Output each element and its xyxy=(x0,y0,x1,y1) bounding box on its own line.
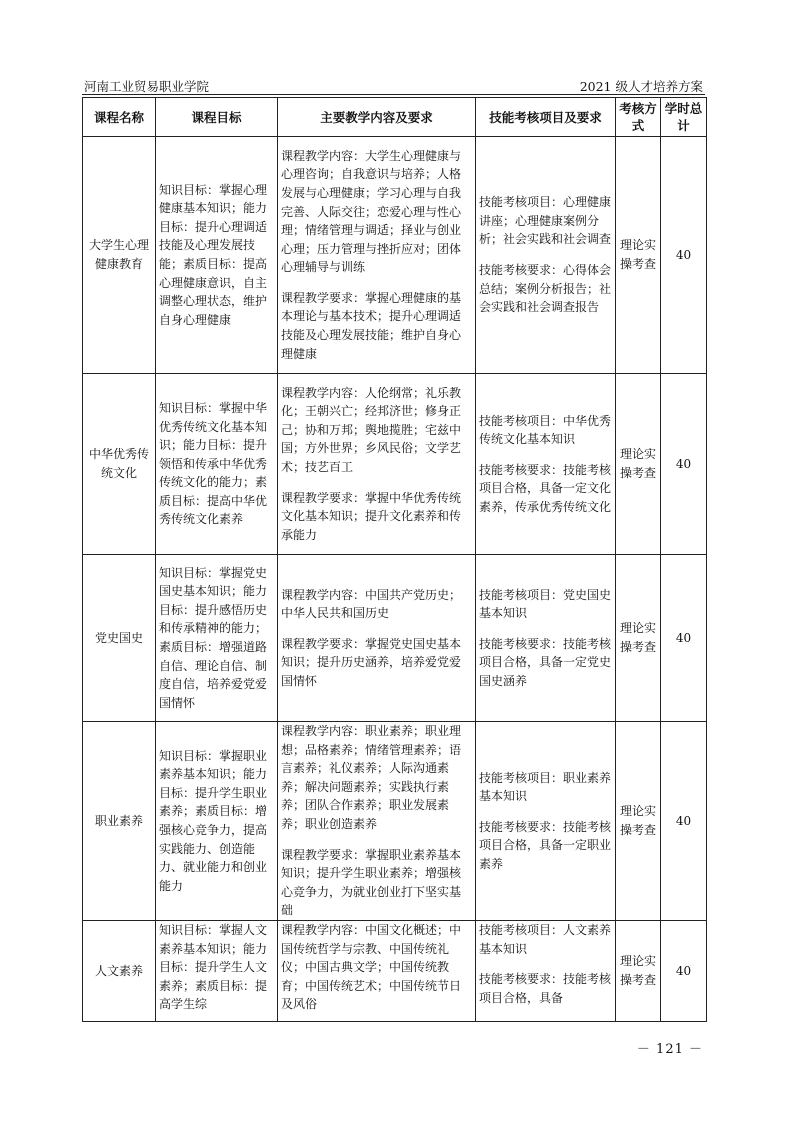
page-number: － 121 － xyxy=(636,1042,703,1057)
skill-assessment-cell xyxy=(476,555,616,722)
course-goal: 知识目标：掌握党史国史基本知识；能力目标：提升感悟历史和传承精神的能力；素质目标：增强道路自信、理论自信、制度自信，培养爱党爱国情怀 xyxy=(156,555,278,722)
course-content-cell xyxy=(278,921,476,1022)
course-content-cell xyxy=(278,722,476,921)
assessment-method: 理论实操考查 xyxy=(616,137,661,374)
total-hours: 40 xyxy=(661,921,707,1022)
course-name: 职业素养 xyxy=(83,722,156,921)
skill-item: 技能考核项目：心理健康讲座；心理健康案例分析；社会实践和社会调查 xyxy=(479,195,612,247)
table-row xyxy=(83,921,707,1022)
course-goal: 知识目标：掌握人文素养基本知识；能力目标：提升学生人文素养；素质目标：提高学生综 xyxy=(156,921,278,1022)
assessment-method: 理论实操考查 xyxy=(616,555,661,722)
course-goal: 知识目标：掌握中华优秀传统文化基本知识；能力目标：提升领悟和传承中华优秀传统文化的能力；素质目标：提高中华优秀传统文化素养 xyxy=(156,374,278,555)
course-content-cell xyxy=(278,374,476,555)
skill-assessment-cell xyxy=(476,374,616,555)
table-row xyxy=(83,555,707,722)
column-header: 技能考核项目及要求 xyxy=(476,98,616,137)
course-name: 大学生心理健康教育 xyxy=(83,137,156,374)
table-row xyxy=(83,374,707,555)
teaching-content: 课程教学内容：职业素养；职业理想；品格素养；情绪管理素养；语言素养；礼仪素养；人际沟通素养；解决问题素养；实践执行素养；团队合作素养；职业发展素养；职业创造素养 xyxy=(281,724,462,831)
table-header-row xyxy=(83,98,707,137)
course-content-cell xyxy=(278,555,476,722)
skill-item: 技能考核项目：人文素养基本知识 xyxy=(479,923,612,956)
skill-item: 技能考核项目：中华优秀传统文化基本知识 xyxy=(479,413,612,447)
course-goal: 知识目标：掌握职业素养基本知识；能力目标：提升学生职业素养；素质目标：增强核心竞争力，提高实践能力、创造能力、就业能力和创业能力 xyxy=(156,722,278,921)
table-row xyxy=(83,722,707,921)
skill-requirement: 技能考核要求：技能考核项目合格，具备一定文化素养，传承优秀传统文化 xyxy=(479,462,612,514)
assessment-method: 理论实操考查 xyxy=(616,722,661,921)
skill-item: 技能考核项目：党史国史基本知识 xyxy=(479,587,612,621)
course-goal: 知识目标：掌握心理健康基本知识；能力目标：提升心理调适技能及心理发展技能；素质目标：提高心理健康意识，自主调整心理状态，维护自身心理健康 xyxy=(156,137,278,374)
skill-requirement: 技能考核要求：心得体会总结；案例分析报告；社会实践和社会调查报告 xyxy=(479,263,612,315)
skill-assessment-cell xyxy=(476,137,616,374)
skill-requirement: 技能考核要求：技能考核项目合格，具备一定党史国史涵养 xyxy=(479,636,612,688)
column-header: 课程名称 xyxy=(83,98,156,137)
skill-assessment-cell xyxy=(476,921,616,1022)
total-hours: 40 xyxy=(661,374,707,555)
assessment-method: 理论实操考查 xyxy=(616,921,661,1022)
teaching-requirement: 课程教学要求：掌握心理健康的基本理论与基本技术；提升心理调适技能及心理发展技能；维护自身心理健康 xyxy=(281,290,462,361)
teaching-content: 课程教学内容：大学生心理健康与心理咨询；自我意识与培养；人格发展与心理健康；学习心理与自我完善、人际交往；恋爱心理与性心理；情绪管理与调适；择业与创业心理；压力管理与挫折应对；团体心理辅导与训练 xyxy=(281,148,462,275)
teaching-content: 课程教学内容：人伦纲常；礼乐教化；王朝兴亡；经邦济世；修身正己；协和万邦；舆地揽胜；宅兹中国；方外世界；乡风民俗；文学艺术；技艺百工 xyxy=(281,385,462,474)
teaching-requirement: 课程教学要求：掌握党史国史基本知识；提升历史涵养，培养爱党爱国情怀 xyxy=(281,636,462,688)
teaching-requirement: 课程教学要求：掌握职业素养基本知识；提升学生职业素养；增强核心竞争力，为就业创业打下坚实基础 xyxy=(281,847,462,918)
teaching-content: 课程教学内容：中国文化概述；中国传统哲学与宗教、中国传统礼仪；中国古典文学；中国传统教育；中国传统艺术；中国传统节日及风俗 xyxy=(281,923,462,1012)
table-row xyxy=(83,137,707,374)
page-header xyxy=(82,74,705,95)
column-header: 课程目标 xyxy=(156,98,278,137)
school-name: 河南工业贸易职业学院 xyxy=(84,79,210,94)
total-hours: 40 xyxy=(661,555,707,722)
assessment-method: 理论实操考查 xyxy=(616,374,661,555)
course-name: 中华优秀传统文化 xyxy=(83,374,156,555)
skill-item: 技能考核项目：职业素养基本知识 xyxy=(479,770,612,804)
document-title: 2021 级人才培养方案 xyxy=(579,79,703,94)
skill-assessment-cell xyxy=(476,722,616,921)
skill-requirement: 技能考核要求：技能考核项目合格，具备一定职业素养 xyxy=(479,819,612,871)
teaching-requirement: 课程教学要求：掌握中华优秀传统文化基本知识；提升文化素养和传承能力 xyxy=(281,490,462,542)
course-table xyxy=(82,97,707,1022)
column-header: 考核方式 xyxy=(616,98,661,137)
teaching-content: 课程教学内容：中国共产党历史；中华人民共和国历史 xyxy=(281,587,462,621)
course-name: 党史国史 xyxy=(83,555,156,722)
total-hours: 40 xyxy=(661,137,707,374)
total-hours: 40 xyxy=(661,722,707,921)
column-header: 主要教学内容及要求 xyxy=(278,98,476,137)
column-header: 学时总计 xyxy=(661,98,707,137)
course-name: 人文素养 xyxy=(83,921,156,1022)
skill-requirement: 技能考核要求：技能考核项目合格，具备 xyxy=(479,972,612,1005)
course-content-cell xyxy=(278,137,476,374)
